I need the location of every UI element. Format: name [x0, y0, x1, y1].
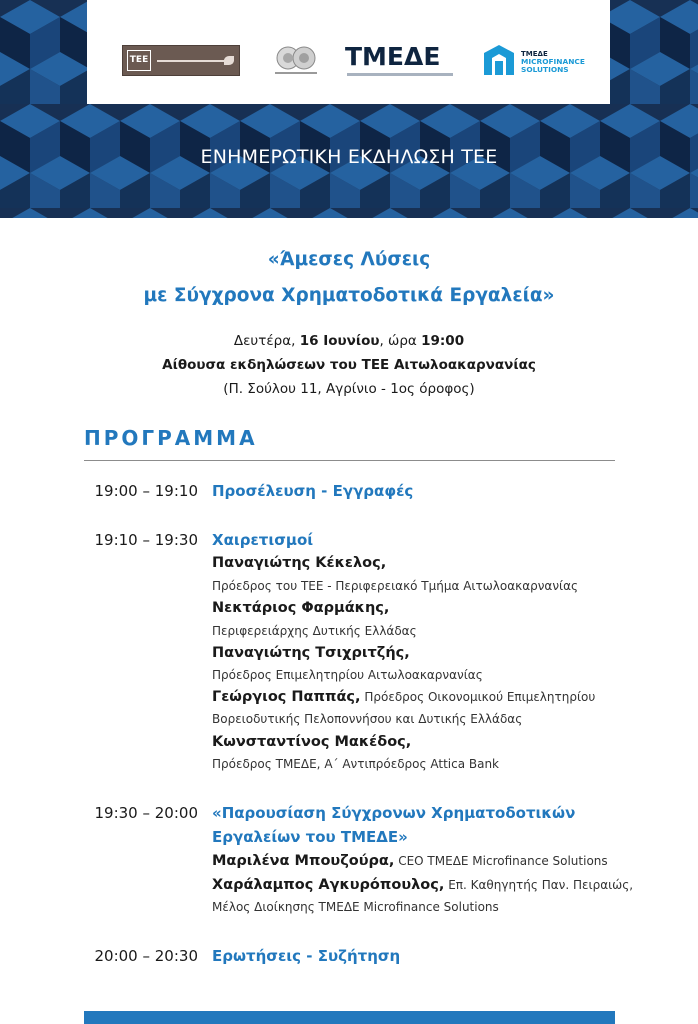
speaker-name: [212, 853, 608, 869]
microfinance-logo-text-1: ΤΜΕΔΕ: [521, 50, 548, 58]
chamber-seal-logo: [271, 44, 321, 78]
speaker-name: [212, 877, 633, 893]
slot-time: 20:00 – 20:30: [94, 947, 198, 965]
microfinance-house-icon: [483, 44, 515, 76]
speaker-name: [212, 689, 595, 705]
slot-time: 19:10 – 19:30: [94, 531, 198, 549]
microfinance-logo-text-3: SOLUTIONS: [521, 65, 569, 74]
speaker-name-text: Νεκτάριος Φαρμάκης: [212, 600, 384, 616]
speaker-name: [212, 734, 411, 750]
speaker-name-suffix: ,: [388, 853, 395, 869]
event-title-line-2: με Σύγχρονα Χρηματοδοτικά Εργαλεία»: [143, 285, 555, 306]
tee-emblem-icon: ΤΕΕ: [127, 50, 151, 71]
event-date: [0, 333, 698, 349]
header-banner: [0, 0, 698, 218]
event-venue: Αίθουσα εκδηλώσεων του ΤΕΕ Αιτωλοακαρνανίας: [162, 357, 536, 373]
tmede-logo: [345, 44, 455, 80]
footer-bar: [84, 1011, 615, 1024]
speaker-role: Πρόεδρος ΤΜΕΔΕ, Α΄ Αντιπρόεδρος Attica Bank: [212, 757, 500, 771]
speaker-name-text: Παναγιώτης Κέκελος: [212, 555, 381, 571]
event-title-line-1: «Άμεσες Λύσεις: [267, 249, 431, 270]
speaker-name-suffix: ,: [405, 734, 412, 750]
time-value: 19:00: [421, 333, 465, 349]
speaker-name-suffix: ,: [404, 645, 410, 661]
tmede-subtitle-line: [347, 73, 453, 76]
speaker-name-suffix: ,: [383, 600, 390, 616]
speaker-name-suffix: ,: [438, 877, 445, 893]
slot-time: 19:00 – 19:10: [94, 482, 198, 500]
slot-title-line-1: «Παρουσίαση Σύγχρονων Χρηματοδοτικών: [212, 804, 576, 822]
speaker-name: [212, 645, 410, 661]
program-heading: ΠΡΟΓΡΑΜΜΑ: [84, 426, 258, 450]
slot-title-line-2: Εργαλείων του ΤΜΕΔΕ»: [212, 828, 408, 846]
tee-logo-text-line: [157, 60, 225, 62]
speaker-name-text: Κωνσταντίνος Μακέδος: [212, 734, 406, 750]
speaker-name-text: Γεώργιος Παππάς: [212, 689, 356, 705]
slot-time: 19:30 – 20:00: [94, 804, 198, 822]
speaker-name-text: Μαριλένα Μπουζούρα: [212, 853, 389, 869]
date-value: 16 Ιουνίου: [299, 333, 380, 349]
microfinance-logo-text-2: MICROFINANCE: [521, 57, 585, 66]
divider: [84, 460, 615, 461]
speaker-role: Μέλος Διοίκησης ΤΜΕΔΕ Microfinance Solutions: [212, 900, 499, 914]
speaker-role-inline: Πρόεδρος Οικονομικού Επιμελητηρίου: [360, 690, 596, 704]
date-prefix: Δευτέρα,: [233, 333, 300, 349]
speaker-role-inline: Επ. Καθηγητής Παν. Πειραιώς,: [444, 878, 634, 892]
slot-title: Προσέλευση - Εγγραφές: [212, 482, 414, 500]
speaker-role: Περιφερειάρχης Δυτικής Ελλάδας: [212, 624, 417, 638]
slot-title: Χαιρετισμοί: [212, 531, 314, 549]
tmede-microfinance-logo: [483, 42, 593, 80]
speaker-name-text: Παναγιώτης Τσιχριτζής: [212, 645, 405, 661]
banner-title: ΕΝΗΜΕΡΩΤΙΚΗ ΕΚΔΗΛΩΣΗ ΤΕΕ: [200, 146, 498, 168]
tee-logo: [122, 45, 240, 76]
slot-title: Ερωτήσεις - Συζήτηση: [212, 947, 401, 965]
speaker-name-suffix: ,: [380, 555, 387, 571]
speaker-role-inline: CEO ΤΜΕΔΕ Microfinance Solutions: [394, 854, 608, 868]
speaker-role: Πρόεδρος του ΤΕΕ - Περιφερειακό Τμήμα Αιτωλοακαρνανίας: [212, 579, 579, 593]
speaker-role: Πρόεδρος Επιμελητηρίου Αιτωλοακαρνανίας: [212, 668, 483, 682]
time-prefix: , ώρα: [379, 333, 422, 349]
speaker-name: [212, 600, 389, 616]
logo-panel: [87, 0, 610, 104]
leaf-icon: [224, 56, 234, 65]
tmede-wordmark: ΤΜΕΔΕ: [345, 42, 441, 71]
speaker-name-text: Χαράλαμπος Αγκυρόπουλος: [212, 877, 439, 893]
speaker-role: Βορειοδυτικής Πελοποννήσου και Δυτικής Ελλάδας: [212, 712, 523, 726]
speaker-name: [212, 555, 386, 571]
event-address: (Π. Σούλου 11, Αγρίνιο - 1ος όροφος): [223, 381, 475, 397]
speaker-name-suffix: ,: [355, 689, 361, 705]
